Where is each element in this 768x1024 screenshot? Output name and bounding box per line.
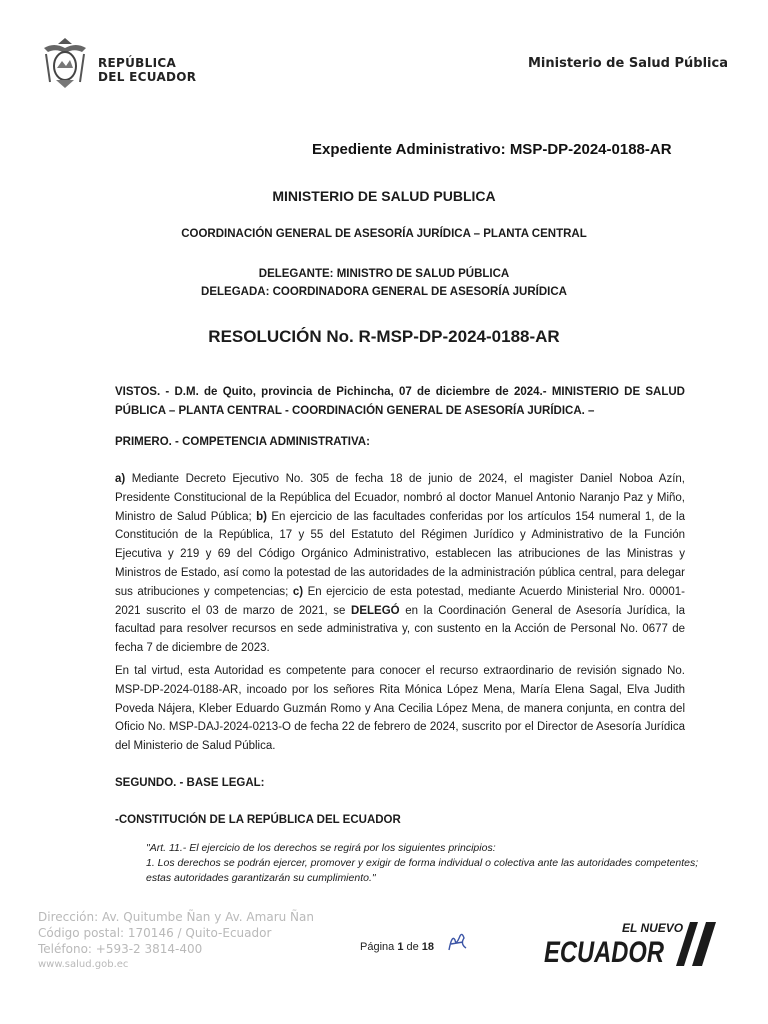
logo-top-text: EL NUEVO — [622, 921, 684, 935]
footer-phone: Teléfono: +593-2 3814-400 — [38, 942, 203, 956]
item-a-label: a) — [115, 473, 126, 485]
el-nuevo-ecuador-logo — [540, 916, 720, 968]
item-a-text: Mediante Decreto Ejecutivo No. 305 de fecha 18 de junio de 2024, el magister Daniel Noboa Azín, Presidente Constitucional de la República del Ecuador, nombró al doctor Manuel Antonio Naranjo Paz y Miño, Ministro de Salud Pública; — [115, 473, 685, 523]
footer-website: www.salud.gob.ec — [38, 959, 129, 970]
page-total: 18 — [421, 941, 435, 953]
page-number — [360, 941, 434, 953]
item-c-text-2: en la Coordinación General de Asesoría Jurídica, la facultad para resolver recursos en sede administrativa y, con sustento en la Acción de Personal No. 0677 de fecha 7 de diciembre de 2023. — [115, 604, 685, 655]
country-line-2: DEL ECUADOR — [98, 70, 197, 84]
vistos-paragraph: VISTOS. - D.M. de Quito, provincia de Pichincha, 07 de diciembre de 2024.- MINISTERIO DE SALUD PÚBLICA – PLANTA CENTRAL - COORDINACIÓN GENERAL DE ASESORÍA JURÍDICA. – — [115, 386, 685, 417]
competencia-paragraph — [115, 470, 685, 658]
country-line-1: REPÚBLICA — [98, 56, 177, 70]
page-prefix: Página — [360, 941, 398, 953]
item-b-text: En ejercicio de las facultades conferidas por los artículos 154 numeral 1, de la Constitución de la República, 17 y 55 del Estatuto del Régimen Jurídico y Administrativo de la Función Ejecutiva y 219 y 69 del Código Orgánico Administrativo, establecen las atribuciones de las Ministras y Ministros de Estado, así como la potestad de las autoridades de la administración pública central, para delegar sus atribuciones y competencias; — [115, 510, 686, 598]
delegation-block — [0, 265, 768, 301]
coordinacion-title: COORDINACIÓN GENERAL DE ASESORÍA JURÍDICA – PLANTA CENTRAL — [181, 228, 587, 240]
item-c-text: En ejercicio de esta potestad, mediante Acuerdo Ministerial Nro. 00001-2021 suscrito el 03 de marzo de 2021, se — [115, 585, 685, 617]
header-ministry: Ministerio de Salud Pública — [527, 56, 728, 71]
coat-of-arms-icon — [36, 34, 94, 92]
constitucion-heading: -CONSTITUCIÓN DE LA REPÚBLICA DEL ECUADOR — [115, 814, 401, 826]
delegante-line: DELEGANTE: MINISTRO DE SALUD PÚBLICA — [258, 268, 510, 280]
logo-main-text: ECUADOR — [544, 936, 665, 968]
resolution-title: RESOLUCIÓN No. R-MSP-DP-2024-0188-AR — [208, 327, 560, 346]
quote-line-1: "Art. 11.- El ejercicio de los derechos se regirá por los siguientes principios: — [146, 842, 496, 854]
page-current: 1 — [397, 941, 404, 953]
item-c-label: c) — [292, 585, 304, 598]
expediente-title: Expediente Administrativo: MSP-DP-2024-0188-AR — [312, 141, 672, 158]
footer-contact — [38, 909, 314, 973]
delego-emphasis: DELEGÓ — [351, 604, 400, 617]
initials-signature-icon — [446, 930, 468, 954]
footer-address: Dirección: Av. Quitumbe Ñan y Av. Amaru Ñan — [38, 910, 314, 924]
page-mid: de — [403, 941, 422, 953]
item-b-label: b) — [256, 510, 267, 523]
ministerio-title: MINISTERIO DE SALUD PUBLICA — [272, 188, 496, 204]
autoridad-paragraph: En tal virtud, esta Autoridad es competente para conocer el recurso extraordinario de revisión signado No. MSP-DP-2024-0188-AR, incoado por los señores Rita Mónica López Mena, María Elena Sagal, Elva Judith Poveda Nájera, Kleber Eduardo Guzmán Romo y Ana Cecilia López Mena, de manera conjunta, en contra del Oficio No. MSP-DAJ-2024-0213-O de fecha 22 de febrero de 2024, suscrito por el Director de Asesoría Jurídica del Ministerio de Salud Pública. — [115, 665, 685, 753]
footer-postal: Código postal: 170146 / Quito-Ecuador — [38, 926, 272, 940]
quote-line-2: 1. Los derechos se podrán ejercer, promover y exigir de forma individual o colectiva ante las autoridades competentes; estas autoridades garantizarán su cumplimiento." — [146, 857, 699, 884]
segundo-heading: SEGUNDO. - BASE LEGAL: — [115, 777, 265, 789]
article-quote — [146, 841, 701, 886]
country-name — [98, 56, 196, 84]
delegada-line: DELEGADA: COORDINADORA GENERAL DE ASESORÍA JURÍDICA — [201, 286, 567, 298]
primero-heading: PRIMERO. - COMPETENCIA ADMINISTRATIVA: — [115, 436, 370, 448]
